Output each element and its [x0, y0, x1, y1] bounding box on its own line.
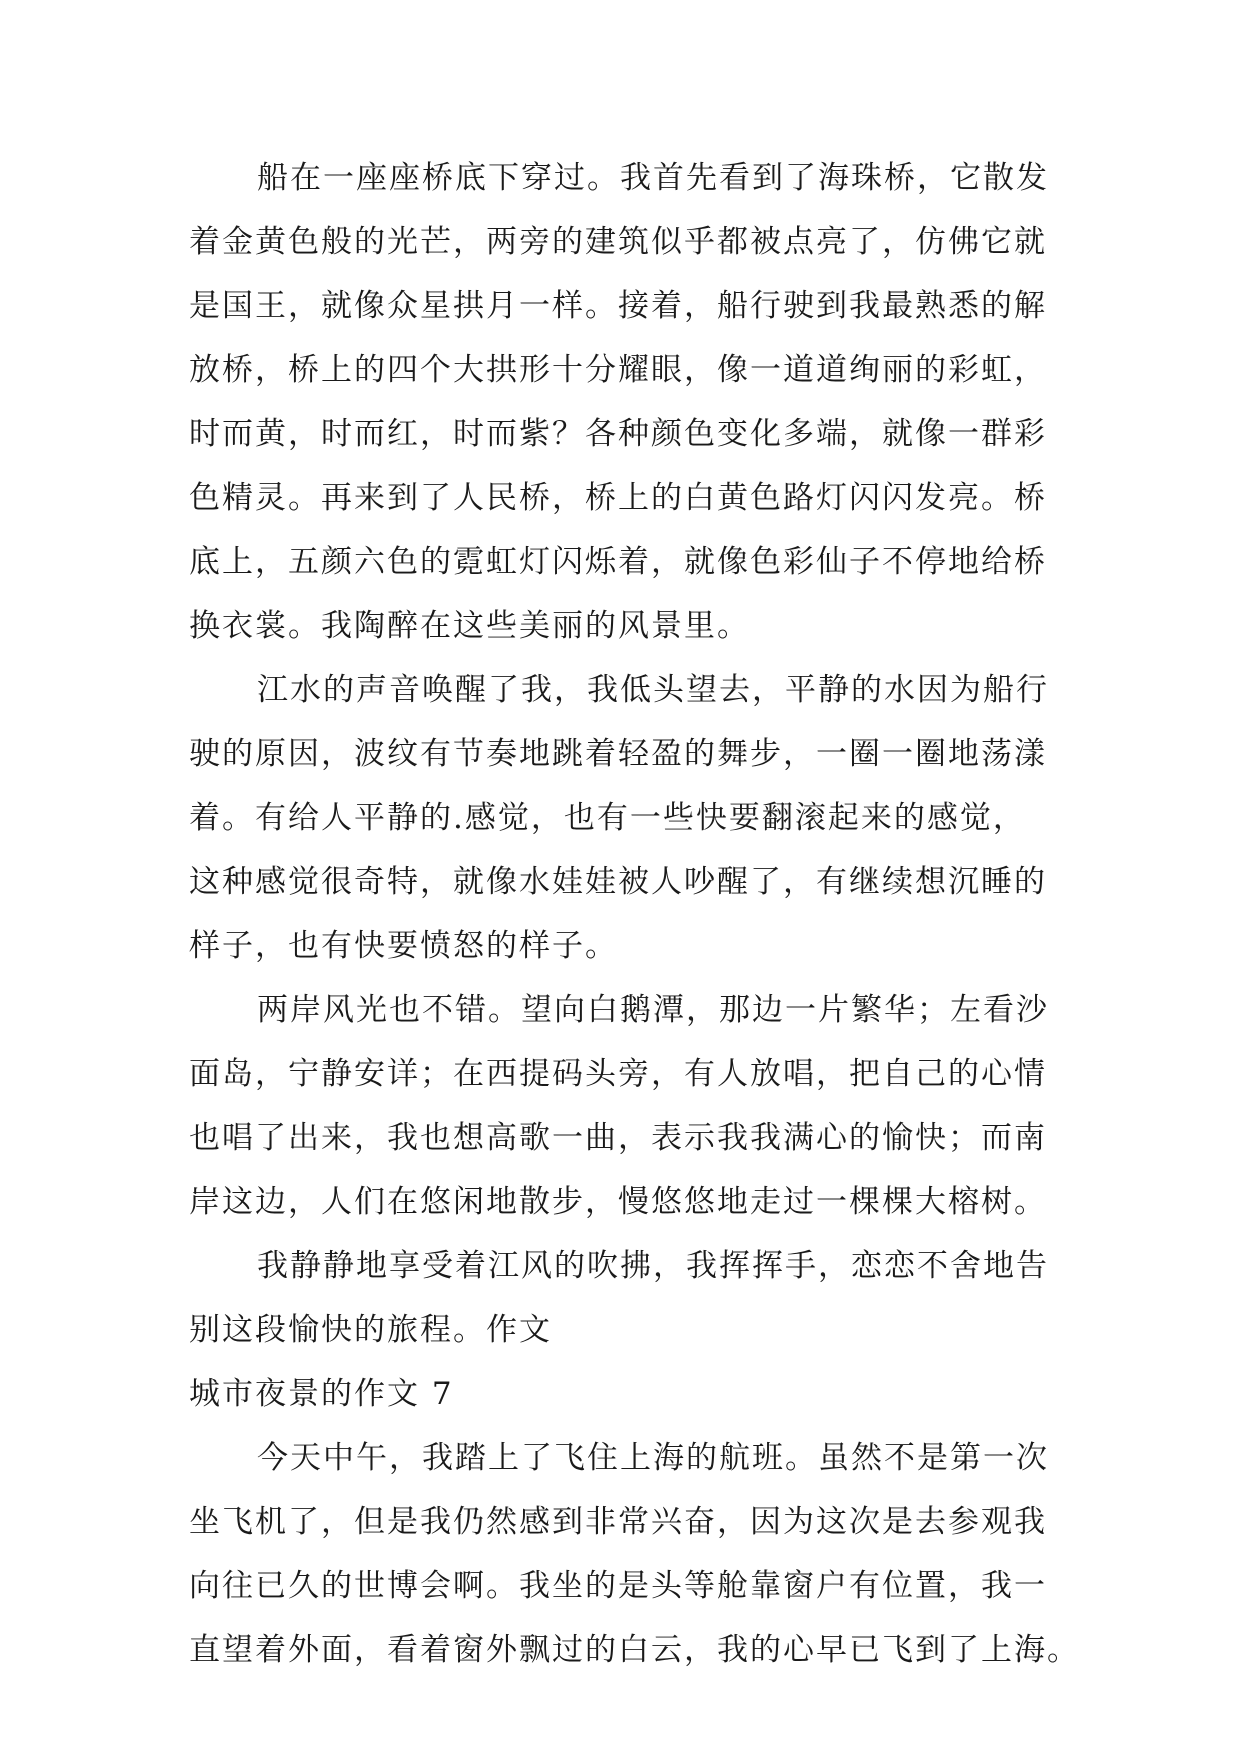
section-heading: 城市夜景的作文 7	[189, 1376, 454, 1412]
paragraph-line: 驶的原因，波纹有节奏地跳着轻盈的舞步，一圈一圈地荡漾	[189, 736, 1047, 772]
paragraph-line: 着。有给人平静的.感觉，也有一些快要翻滚起来的感觉，	[189, 800, 1026, 836]
paragraph-line: 坐飞机了，但是我仍然感到非常兴奋，因为这次是去参观我	[189, 1504, 1047, 1540]
paragraph-line: 样子，也有快要愤怒的样子。	[189, 928, 618, 964]
paragraph-line: 时而黄，时而红，时而紫？各种颜色变化多端，就像一群彩	[189, 416, 1047, 452]
paragraph-line: 也唱了出来，我也想高歌一曲，表示我我满心的愉快；而南	[189, 1120, 1047, 1156]
paragraph-line: 江水的声音唤醒了我，我低头望去，平静的水因为船行	[257, 672, 1049, 708]
paragraph-line: 我静静地享受着江风的吹拂，我挥挥手，恋恋不舍地告	[257, 1248, 1049, 1284]
paragraph-line: 向往已久的世博会啊。我坐的是头等舱靠窗户有位置，我一	[189, 1568, 1047, 1604]
paragraph-line: 换衣裳。我陶醉在这些美丽的风景里。	[189, 608, 750, 644]
paragraph-line: 两岸风光也不错。望向白鹅潭，那边一片繁华；左看沙	[257, 992, 1049, 1028]
document-body	[189, 146, 1080, 1682]
paragraph-line: 色精灵。再来到了人民桥，桥上的白黄色路灯闪闪发亮。桥	[189, 480, 1047, 516]
paragraph-line: 直望着外面，看着窗外飘过的白云，我的心早已飞到了上海。	[189, 1632, 1080, 1668]
paragraph-line: 岸这边，人们在悠闲地散步，慢悠悠地走过一棵棵大榕树。	[189, 1184, 1047, 1220]
paragraph-line: 面岛，宁静安详；在西提码头旁，有人放唱，把自己的心情	[189, 1056, 1047, 1092]
paragraph-line: 这种感觉很奇特，就像水娃娃被人吵醒了，有继续想沉睡的	[189, 864, 1047, 900]
paragraph-line: 今天中午，我踏上了飞住上海的航班。虽然不是第一次	[257, 1440, 1049, 1476]
paragraph-line: 底上，五颜六色的霓虹灯闪烁着，就像色彩仙子不停地给桥	[189, 544, 1047, 580]
paragraph-line: 着金黄色般的光芒，两旁的建筑似乎都被点亮了，仿佛它就	[189, 224, 1047, 260]
paragraph-line: 是国王，就像众星拱月一样。接着，船行驶到我最熟悉的解	[189, 288, 1047, 324]
paragraph-line: 船在一座座桥底下穿过。我首先看到了海珠桥，它散发	[257, 160, 1049, 196]
paragraph-line: 放桥，桥上的四个大拱形十分耀眼，像一道道绚丽的彩虹，	[189, 352, 1047, 388]
paragraph-line: 别这段愉快的旅程。作文	[189, 1312, 552, 1348]
